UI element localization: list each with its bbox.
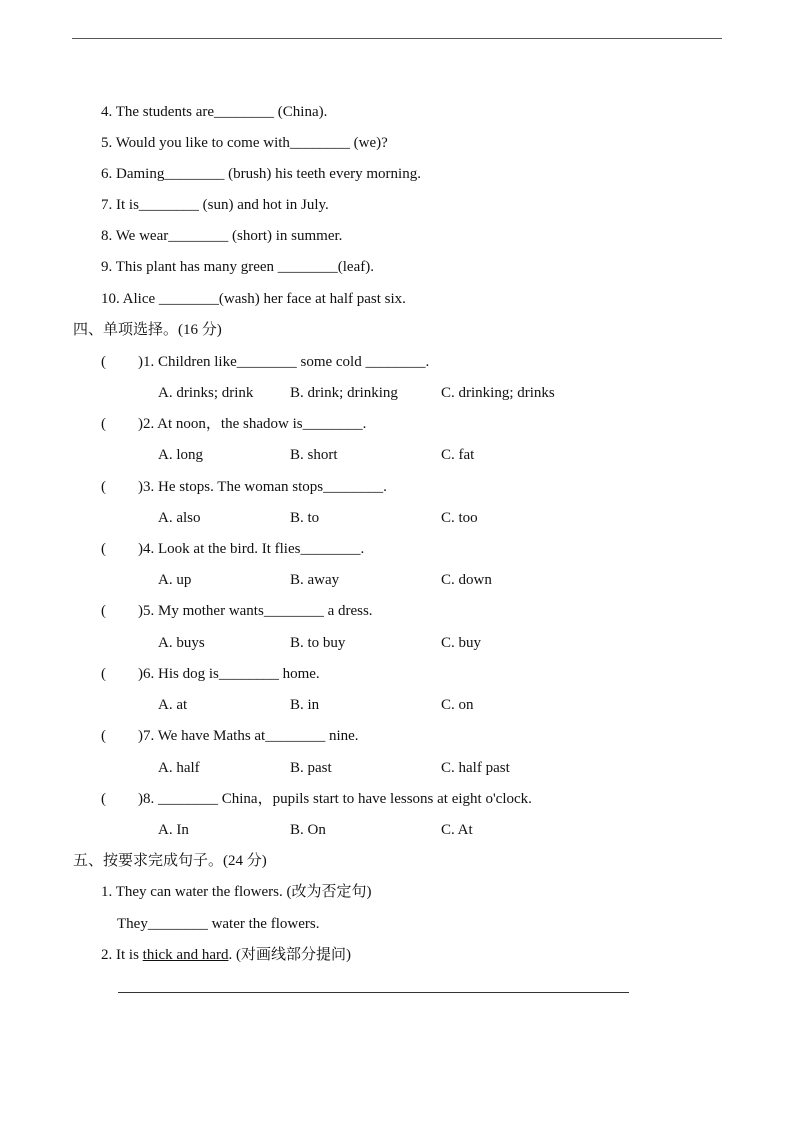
q1-option-b: B. drink; drinking xyxy=(290,385,398,401)
q5-paren: ( xyxy=(101,603,106,619)
q3-option-a: A. also xyxy=(158,510,201,526)
q2-underlined-phrase: thick and hard xyxy=(142,947,229,963)
q4-option-c: C. down xyxy=(441,572,492,588)
q2-option-b: B. short xyxy=(290,447,338,463)
fill-blank-6: 6. Daming________ (brush) his teeth every morning. xyxy=(101,166,421,182)
q8-option-a: A. In xyxy=(158,822,189,838)
q2-option-a: A. long xyxy=(158,447,203,463)
q1-paren: ( xyxy=(101,354,106,370)
q4-option-a: A. up xyxy=(158,572,192,588)
q7-paren: ( xyxy=(101,728,106,744)
fill-blank-10: 10. Alice ________(wash) her face at half past six. xyxy=(101,291,406,307)
q6-option-b: B. in xyxy=(290,697,320,713)
q6-paren: ( xyxy=(101,666,106,682)
q5-option-a: A. buys xyxy=(158,635,205,651)
q4-option-b: B. away xyxy=(290,572,340,588)
q8-stem: )8. ________ China，pupils start to have lessons at eight o'clock. xyxy=(138,791,532,807)
q5-option-b: B. to buy xyxy=(290,635,346,651)
q4-stem: )4. Look at the bird. It flies________. xyxy=(138,541,365,557)
q2-stem: )2. At noon，the shadow is________. xyxy=(138,416,367,432)
q5-stem: )5. My mother wants________ a dress. xyxy=(138,603,373,619)
q7-option-a: A. half xyxy=(158,760,200,776)
q6-option-c: C. on xyxy=(441,697,474,713)
q8-option-b: B. On xyxy=(290,822,326,838)
q2-suffix: . (对画线部分提问) xyxy=(228,947,351,963)
q7-option-b: B. past xyxy=(290,760,332,776)
fill-blank-9: 9. This plant has many green ________(leaf). xyxy=(101,259,374,275)
fill-blank-8: 8. We wear________ (short) in summer. xyxy=(101,228,343,244)
fill-blank-5: 5. Would you like to come with________ (we)? xyxy=(101,135,388,151)
q7-option-c: C. half past xyxy=(441,760,510,776)
top-rule xyxy=(72,38,722,39)
q8-option-c: C. At xyxy=(441,822,473,838)
section5-question-1: 1. They can water the flowers. (改为否定句) xyxy=(101,884,372,900)
section5-answer-1: They________ water the flowers. xyxy=(117,916,320,932)
q8-paren: ( xyxy=(101,791,106,807)
q4-paren: ( xyxy=(101,541,106,557)
q1-stem: )1. Children like________ some cold ________. xyxy=(138,354,430,370)
section4-heading: 四、单项选择。(16 分) xyxy=(73,322,222,338)
q7-stem: )7. We have Maths at________ nine. xyxy=(138,728,359,744)
q3-option-c: C. too xyxy=(441,510,478,526)
q2-paren: ( xyxy=(101,416,106,432)
q2-prefix: 2. It is xyxy=(101,947,143,963)
fill-blank-7: 7. It is________ (sun) and hot in July. xyxy=(101,197,329,213)
q3-paren: ( xyxy=(101,479,106,495)
section5-heading: 五、按要求完成句子。(24 分) xyxy=(73,853,267,869)
answer-line xyxy=(118,992,629,993)
q1-option-a: A. drinks; drink xyxy=(158,385,254,401)
q2-option-c: C. fat xyxy=(441,447,475,463)
q6-option-a: A. at xyxy=(158,697,188,713)
q5-option-c: C. buy xyxy=(441,635,482,651)
section5-question-2 xyxy=(101,946,351,964)
q6-stem: )6. His dog is________ home. xyxy=(138,666,320,682)
q1-option-c: C. drinking; drinks xyxy=(441,385,555,401)
q3-stem: )3. He stops. The woman stops________. xyxy=(138,479,387,495)
q3-option-b: B. to xyxy=(290,510,320,526)
fill-blank-4: 4. The students are________ (China). xyxy=(101,104,328,120)
